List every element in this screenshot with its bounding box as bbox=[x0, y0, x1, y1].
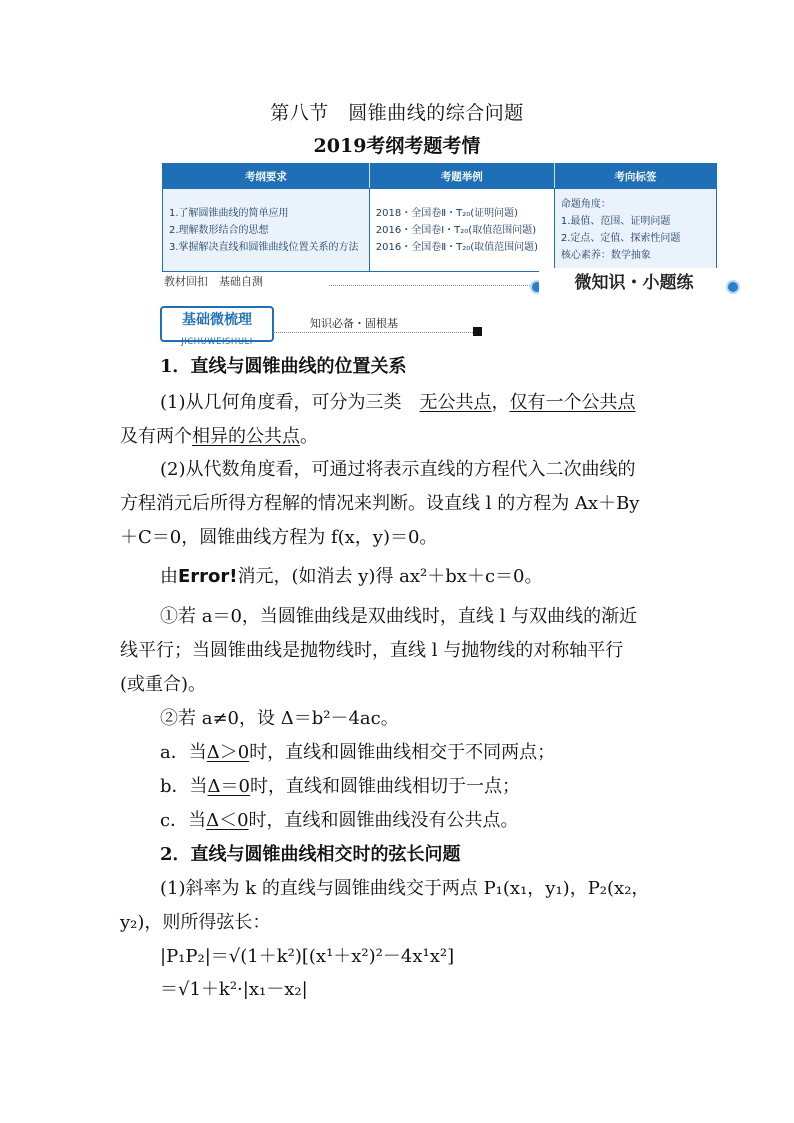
heading-1: 1．直线与圆锥曲线的位置关系 bbox=[160, 356, 407, 377]
exam-outline-table bbox=[162, 163, 717, 272]
text-line: y₂)，则所得弦长： bbox=[120, 912, 271, 933]
divider bbox=[273, 332, 473, 333]
formula: ＝√1＋k²·|x₁－x₂| bbox=[160, 979, 308, 1000]
list-item: 2.理解数形结合的思想 bbox=[169, 224, 269, 236]
paragraph: (1)从几何角度看，可分为三类 无公共点，仅有一个公共点 bbox=[160, 392, 636, 413]
text-line: 线平行；当圆锥曲线是抛物线时，直线 l 与抛物线的对称轴平行 bbox=[120, 640, 624, 661]
answer-blank: 仅有一个公共点 bbox=[509, 392, 636, 413]
list-item: 核心素养：数学抽象 bbox=[560, 250, 651, 261]
table-header: 考题举例 bbox=[369, 164, 554, 189]
text-line: ＋C＝0，圆锥曲线方程为 f(x，y)＝0。 bbox=[120, 527, 438, 548]
list-item: 2018・全国卷Ⅱ・T₂₀(证明问题) bbox=[375, 207, 519, 219]
table-header: 考纲要求 bbox=[163, 164, 370, 189]
badge-pinyin: JICHUWEISHULI bbox=[181, 337, 253, 347]
square-end-icon bbox=[473, 327, 482, 336]
table-header: 考向标签 bbox=[554, 164, 716, 189]
formula: |P₁P₂|＝√(1＋k²)[(x¹＋x²)²－4x¹x²] bbox=[160, 946, 455, 967]
list-item: 命题角度： bbox=[560, 199, 611, 210]
subsection-title: 2019考纲考题考情 bbox=[313, 135, 481, 157]
section-bar-center-label: 微知识・小题练 bbox=[539, 268, 729, 293]
heading-2: 2．直线与圆锥曲线相交时的弦长问题 bbox=[160, 844, 461, 865]
list-item: a．当Δ＞0时，直线和圆锥曲线相交于不同两点； bbox=[160, 742, 556, 763]
section-bar bbox=[164, 270, 714, 292]
answer-blank: 无公共点 bbox=[419, 392, 492, 413]
section-bar-left-label: 教材回扣 基础自测 bbox=[164, 275, 263, 288]
answer-blank: 相异的公共点 bbox=[192, 426, 300, 447]
answer-blank: Δ＞0 bbox=[206, 742, 250, 763]
text-line: (1)斜率为 k 的直线与圆锥曲线交于两点 P₁(x₁，y₁)，P₂(x₂， bbox=[160, 878, 650, 899]
error-field: Error! bbox=[178, 566, 238, 587]
list-item: 3.掌握解决直线和圆锥曲线位置关系的方法 bbox=[169, 241, 359, 253]
text-line: (或重合)。 bbox=[120, 674, 207, 695]
text-line: (2)从代数角度看，可通过将表示直线的方程代入二次曲线的 bbox=[160, 459, 636, 480]
list-item: c．当Δ＜0时，直线和圆锥曲线没有公共点。 bbox=[160, 810, 519, 831]
examples-cell bbox=[369, 189, 554, 272]
badge-title: 基础微梳理 bbox=[182, 312, 252, 328]
badge-box bbox=[160, 306, 274, 347]
list-item: 2016・全国卷Ⅱ・T₂₀(取值范围问题) bbox=[375, 241, 539, 253]
tags-cell bbox=[554, 189, 716, 272]
list-item: b．当Δ＝0时，直线和圆锥曲线相切于一点； bbox=[160, 776, 520, 797]
text-line: ①若 a＝0，当圆锥曲线是双曲线时，直线 l 与双曲线的渐近 bbox=[160, 606, 638, 627]
badge-subtitle: 知识必备・固根基 bbox=[310, 317, 398, 330]
list-item: 1.了解圆锥曲线的简单应用 bbox=[169, 207, 289, 219]
basics-badge bbox=[160, 306, 480, 347]
list-item: 1.最值、范围、证明问题 bbox=[560, 216, 671, 227]
requirements-cell bbox=[163, 189, 370, 272]
text-line: ②若 a≠0，设 Δ＝b²－4ac。 bbox=[160, 708, 399, 729]
list-item: 2.定点、定值、探索性问题 bbox=[560, 233, 681, 244]
answer-blank: Δ＜0 bbox=[206, 810, 249, 831]
section-title: 第八节 圆锥曲线的综合问题 bbox=[270, 102, 524, 124]
answer-blank: Δ＝0 bbox=[207, 776, 250, 797]
bullet-dot-icon bbox=[726, 280, 740, 294]
text-line: 方程消元后所得方程解的情况来判断。设直线 l 的方程为 Ax＋By bbox=[120, 493, 640, 514]
paragraph: 及有两个相异的公共点。 bbox=[120, 426, 318, 447]
list-item: 2016・全国卷Ⅰ・T₂₀(取值范围问题) bbox=[375, 224, 537, 236]
paragraph: 由Error!消元，(如消去 y)得 ax²＋bx＋c＝0。 bbox=[160, 566, 543, 587]
